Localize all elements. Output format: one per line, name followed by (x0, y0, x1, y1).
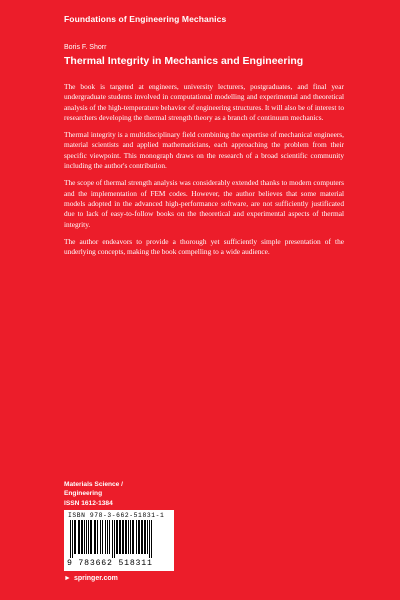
subject-category (64, 480, 123, 508)
arrow-right-icon: ► (64, 575, 71, 582)
barcode-bars (70, 520, 168, 558)
blurb-paragraph: Thermal integrity is a multidisciplinary field combining the expertise of mechanical engineers, material scientists and applied mathematicians, each approaching the problem from their specific viewpoint. This monograph draws on the research of a broad scientific community including the author's contribution. (64, 130, 344, 171)
blurb (64, 82, 344, 264)
blurb-paragraph: The scope of thermal strength analysis was considerably extended thanks to modern computers and the implementation of FEM codes. However, the author believes that some material models adopted in the advanced high-performance software, are not sufficiently justificated due to lack of easy-to-follow books on the theoretical and experimental aspects of thermal integrity. (64, 178, 344, 229)
publisher-url: springer.com (73, 575, 118, 582)
category-line: Engineering (64, 490, 103, 498)
publisher-link[interactable] (64, 575, 118, 582)
category-line: Materials Science / (64, 481, 124, 488)
blurb-paragraph: The author endeavors to provide a thorough yet sufficiently simple presentation of the underlying concepts, making the book compelling to a wide audience. (64, 236, 344, 257)
isbn-label: ISBN 978-3-662-51831-1 (68, 512, 165, 519)
blurb-paragraph: The book is targeted at engineers, university lecturers, postgraduates, and final year undergraduate students involved in computational modelling and experimental and theoretical analysis of the high-temperature behavior of engineering structures. It will also be of interest to researchers developing the thermal strength theory as a branch of continuum mechanics. (64, 82, 344, 122)
series-title: Foundations of Engineering Mechanics (64, 14, 227, 24)
issn: ISSN 1612-1384 (64, 499, 113, 507)
barcode-digits: 9 783662 518311 (67, 559, 153, 568)
barcode (64, 510, 174, 571)
author-name: Boris F. Shorr (64, 44, 107, 51)
book-title: Thermal Integrity in Mechanics and Engineering (64, 55, 304, 67)
